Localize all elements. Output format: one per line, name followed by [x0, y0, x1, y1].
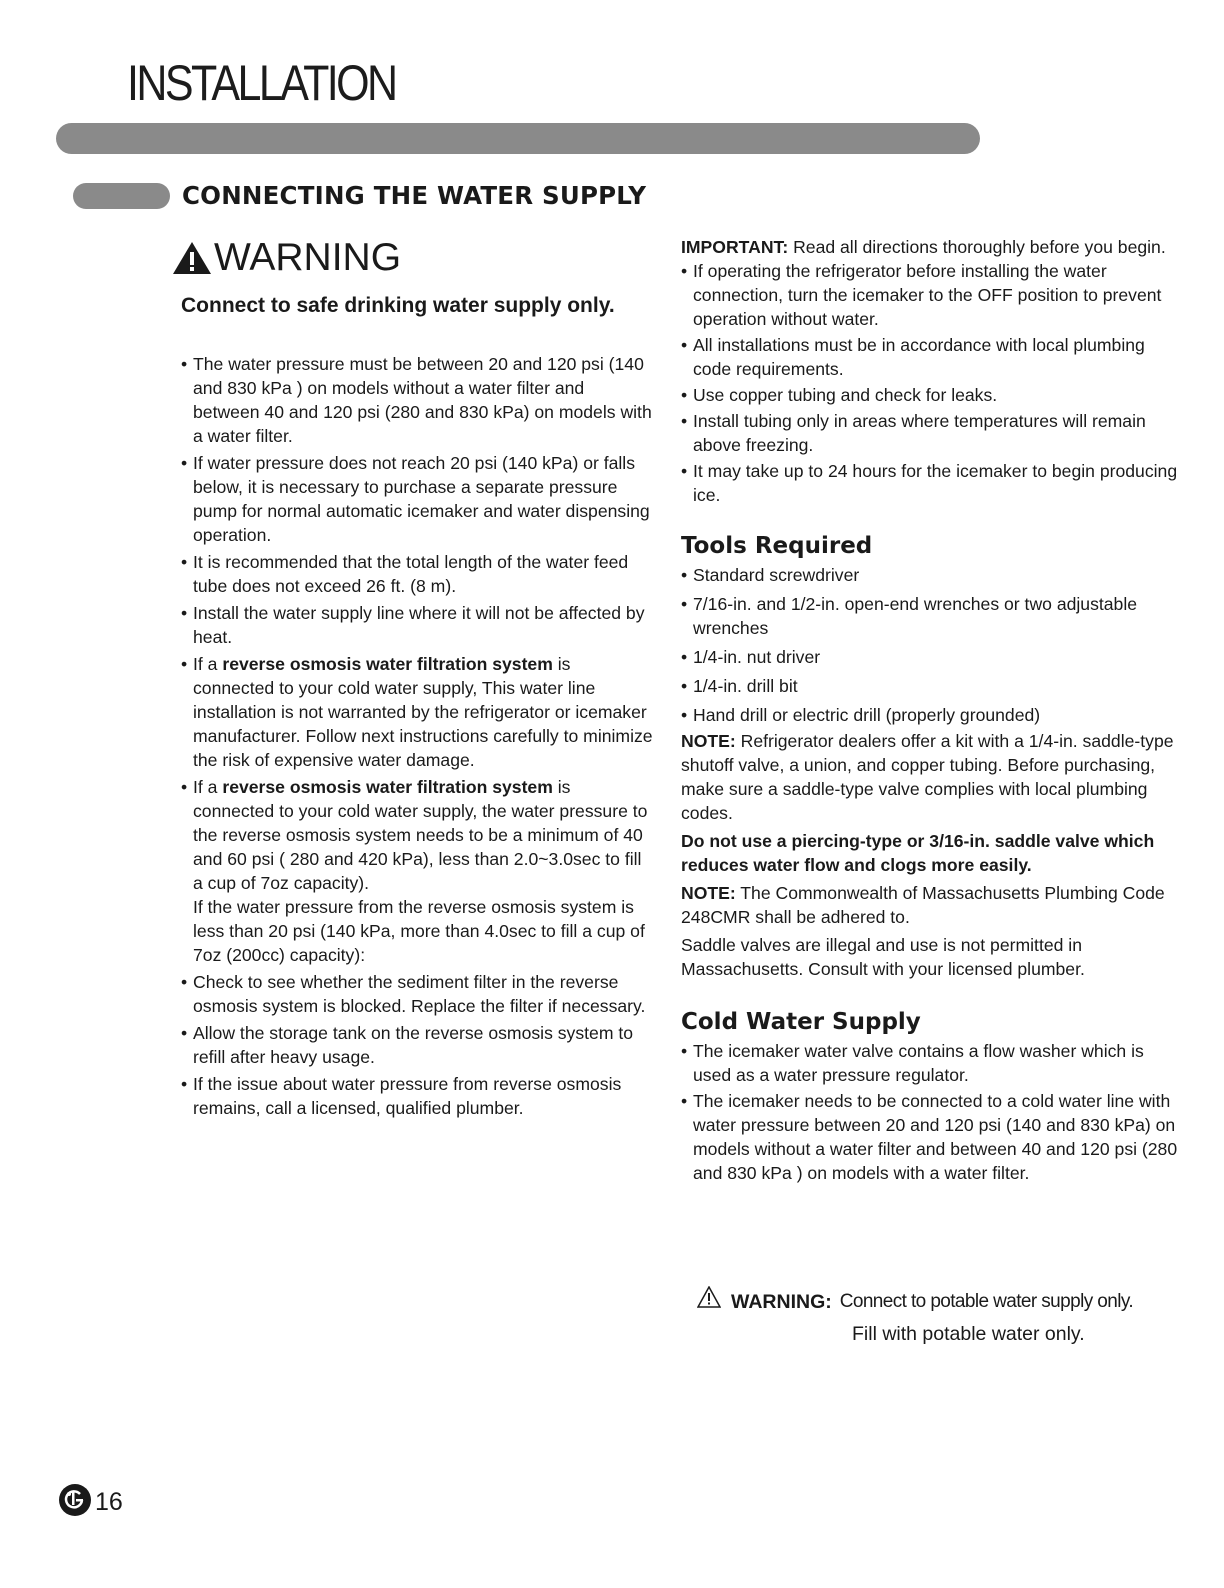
header-bar: [56, 123, 980, 154]
note-label: NOTE:: [681, 731, 736, 751]
warning-heading: [172, 236, 401, 280]
list-item: • 1/4-in. drill bit: [681, 674, 1181, 698]
note-kit: [681, 729, 1181, 825]
list-item: • It is recommended that the total length of the water feed tube does not exceed 26 ft. (8 m).: [181, 550, 653, 598]
list-item: • 1/4-in. nut driver: [681, 645, 1181, 669]
note-text: The Commonwealth of Massachusetts Plumbing Code 248CMR shall be adhered to.: [681, 883, 1165, 927]
page-number: 16: [95, 1488, 123, 1516]
lg-logo-icon: [58, 1483, 92, 1522]
list-item: • If water pressure does not reach 20 psi (140 kPa) or falls below, it is necessary to purchase a separate pressure pump for normal automatic icemaker and water dispensing operation.: [181, 451, 653, 547]
ro-extra: If the water pressure from the reverse osmosis system is less than 20 psi (140 kPa, more than 4.0sec to fill a cup of 7oz (200cc) capacity):: [193, 897, 645, 965]
note-text: Refrigerator dealers offer a kit with a 1/4-in. saddle-type shutoff valve, a union, and copper tubing. Before purchasing, make sure a saddle-type valve complies with local plumbing codes.: [681, 731, 1174, 823]
list-item: • All installations must be in accordance with local plumbing code requirements.: [681, 333, 1181, 381]
list-item: • The icemaker water valve contains a flow washer which is used as a water pressure regulator.: [681, 1039, 1181, 1087]
list-item: [181, 775, 653, 967]
list-item: • Hand drill or electric drill (properly grounded): [681, 703, 1181, 727]
warning-outline-icon: [697, 1286, 721, 1317]
warning-word: WARNING: [214, 236, 402, 279]
warning-triangle-icon: [172, 241, 212, 275]
tools-list: [681, 563, 1181, 727]
warning-headline: Connect to safe drinking water supply only.: [181, 294, 615, 317]
ro-suffix: is connected to your cold water supply, the water pressure to the reverse osmosis system needs to be a minimum of 40 and 60 psi ( 280 and 420 kPa), less than 2.0~3.0sec to fill a cup of 7oz capacity).: [193, 777, 648, 893]
footer-warning-text: Connect to potable water supply only.: [839, 1290, 1133, 1312]
list-item: • It may take up to 24 hours for the icemaker to begin producing ice.: [681, 459, 1181, 507]
footer-warning-text-2: Fill with potable water only.: [852, 1323, 1085, 1345]
tools-heading: Tools Required: [681, 533, 873, 559]
ro-prefix: If a: [193, 777, 223, 797]
section-marker: [73, 183, 170, 209]
cold-water-list: [681, 1039, 1181, 1185]
list-item: • 7/16-in. and 1/2-in. open-end wrenches or two adjustable wrenches: [681, 592, 1181, 640]
ro-prefix: If a: [193, 654, 223, 674]
list-item: • Standard screwdriver: [681, 563, 1181, 587]
saddle-valve-text: Saddle valves are illegal and use is not permitted in Massachusetts. Consult with your licensed plumber.: [681, 935, 1085, 979]
ro-bold: reverse osmosis water filtration system: [222, 654, 553, 674]
list-item: • Check to see whether the sediment filter in the reverse osmosis system is blocked. Replace the filter if necessary.: [181, 970, 653, 1018]
important-label: IMPORTANT:: [681, 237, 789, 257]
note-label: NOTE:: [681, 883, 736, 903]
page-footer: [58, 1483, 123, 1522]
left-column: [181, 352, 653, 1123]
ro-bold: reverse osmosis water filtration system: [222, 777, 553, 797]
note-massachusetts: [681, 881, 1181, 929]
list-item: • Allow the storage tank on the reverse osmosis system to refill after heavy usage.: [181, 1021, 653, 1069]
list-item: • If the issue about water pressure from reverse osmosis remains, call a licensed, qualified plumber.: [181, 1072, 653, 1120]
footer-warning-label: WARNING:: [731, 1290, 832, 1313]
valve-warning: Do not use a piercing-type or 3/16-in. saddle valve which reduces water flow and clogs more easily.: [681, 831, 1155, 875]
list-item: [181, 652, 653, 772]
important-list: [681, 259, 1181, 507]
list-item: • Use copper tubing and check for leaks.: [681, 383, 1181, 407]
list-item: • Install tubing only in areas where temperatures will remain above freezing.: [681, 409, 1181, 457]
page-header-title: INSTALLATION: [127, 55, 396, 111]
right-column: [681, 235, 1181, 1187]
list-item: • If operating the refrigerator before installing the water connection, turn the icemaker to the OFF position to prevent operation without water.: [681, 259, 1181, 331]
important-paragraph: [681, 235, 1181, 259]
list-item: • Install the water supply line where it will not be affected by heat.: [181, 601, 653, 649]
ro-suffix: is connected to your cold water supply, This water line installation is not warranted by the refrigerator or icemaker manufacturer. Follow next instructions carefully to minimize the risk of expensive water damage.: [193, 654, 653, 770]
important-text: Read all directions thoroughly before you begin.: [788, 237, 1166, 257]
warning-list: [181, 352, 653, 1120]
potable-water-warning: [697, 1286, 1133, 1348]
list-item: • The icemaker needs to be connected to a cold water line with water pressure between 20 and 120 psi (140 and 830 kPa) on models without a water filter and between 40 and 120 psi (280 and 830 kPa ) on models with a water filter.: [681, 1089, 1181, 1185]
cold-water-heading: Cold Water Supply: [681, 1009, 921, 1035]
section-title: CONNECTING THE WATER SUPPLY: [182, 181, 647, 210]
list-item: • The water pressure must be between 20 and 120 psi (140 and 830 kPa ) on models without a water filter and between 40 and 120 psi (280 and 830 kPa) on models with a water filter.: [181, 352, 653, 448]
